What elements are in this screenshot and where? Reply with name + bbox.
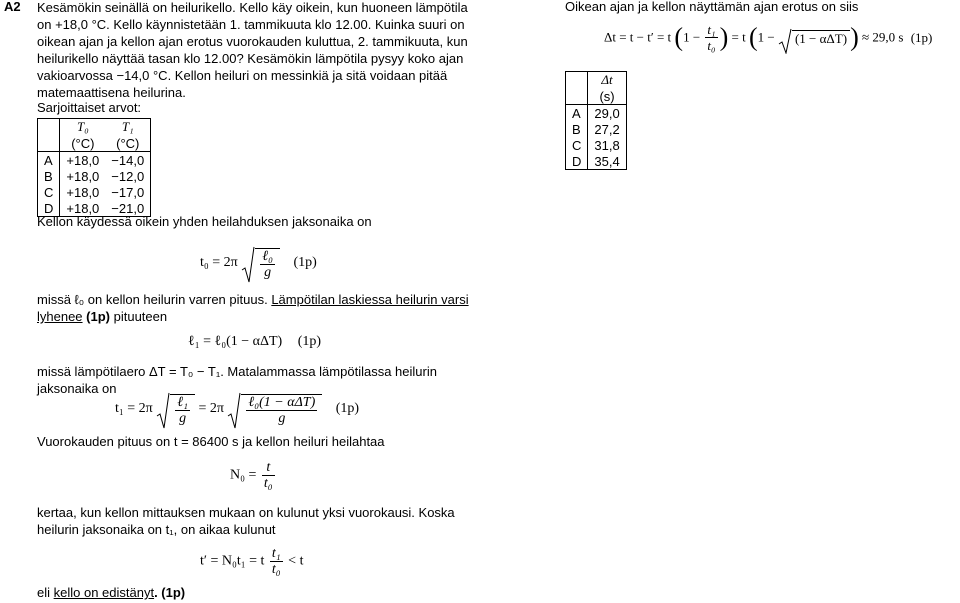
col-header-t1: T₁ — [121, 119, 134, 134]
cell-t0: +18,0 — [66, 200, 100, 216]
right-intro: Oikean ajan ja kellon näyttämän ajan erotus on siis — [565, 0, 859, 14]
formula6-den: t₀ — [707, 38, 716, 53]
formula-difference: Δt = t − t′ = t (1 − $\frac{\text{t₁}}{\text{t₀}}$ ) = t (1 − (1 − αΔT) ) ≈ 29,0 s (1p) — [604, 22, 933, 53]
row-label: C — [566, 137, 588, 153]
formula3-num2: ℓ₀(1 − αΔT) — [248, 395, 316, 410]
formula6-e: ≈ 29,0 s — [861, 29, 904, 45]
row-label: C — [38, 184, 60, 200]
row-label: A — [566, 105, 588, 122]
points-label: (1p) — [910, 29, 933, 45]
conclusion-points: . (1p) — [154, 585, 186, 600]
formula-elapsed — [200, 546, 303, 577]
intro-paragraph — [37, 0, 477, 101]
table-row — [566, 105, 627, 122]
temperature-table — [37, 118, 151, 217]
formula3-den1: g — [179, 411, 187, 426]
formula6-rad: (1 − αΔT) — [792, 30, 850, 47]
temperature-table-grid — [37, 118, 151, 217]
col-header-t0: T₀ — [76, 119, 89, 134]
times-text: kertaa, kun kellon mittauksen mukaan on kulunut yksi vuorokausi. Koska heilurin jaksonaika on t₁, on aikaa kulunut — [37, 505, 455, 537]
cold-text: missä lämpötilaero ΔT = T₀ − T₁. Matalammassa lämpötilassa heilurin jaksonaika on — [37, 364, 437, 396]
formula-period — [200, 246, 317, 280]
sqrt-symbol — [227, 392, 322, 426]
intro-text: Kesämökin seinällä on heilurikello. Kello käy oikein, kun huoneen lämpötila on +18,0 °C. Kello käynnistetään 1. tammikuuta klo 12.00. Kuinka suuri on oikean ajan ja kellon ajan erotus vuorokauden kuluttua, 2. tammikuuta, kun heilurikello näyttää tasan klo 12.00? Kesämökin lämpötila pysyy koko ajan vakioarvossa −14,0 °C. Kellon heiluri on messinkiä ja sitä voidaan pitää matemaattisena heilurina. — [37, 0, 468, 100]
table-row — [38, 168, 151, 184]
conclusion-pre: eli — [37, 585, 54, 600]
formula-length-text: ℓ₁ = ℓ₀(1 − αΔT) — [188, 334, 283, 349]
cell-t1: −12,0 — [111, 168, 145, 184]
formula3-lhs: t₁ = 2π — [115, 401, 153, 416]
formula4-den: t₀ — [263, 476, 273, 491]
col-unit-t0: (°C) — [60, 135, 105, 152]
formula3-num1: ℓ₁ — [177, 395, 188, 410]
formula5-lhs: t′ = N₀t₁ = t — [200, 553, 265, 569]
table-row — [38, 184, 151, 200]
table-row — [566, 153, 627, 170]
points-label: (1p) — [297, 334, 322, 349]
cell-dt: 29,0 — [594, 105, 620, 121]
formula-period-den: g — [264, 265, 272, 280]
cell-t1: −17,0 — [111, 184, 145, 200]
cell-dt: 31,8 — [594, 137, 620, 153]
formula-length — [188, 334, 321, 350]
formula-period-lhs: t₀ = 2π — [200, 255, 238, 270]
row-label: B — [566, 121, 588, 137]
cell-t1: −21,0 — [111, 200, 145, 216]
formula4-num: t — [262, 460, 275, 476]
row-label: D — [566, 153, 588, 170]
difference-table-grid — [565, 71, 627, 170]
cell-dt: 27,2 — [594, 121, 620, 137]
length-text-post: pituuteen — [110, 309, 168, 324]
formula-swings — [230, 460, 277, 491]
formula5-num: t₁ — [271, 546, 281, 561]
col-header-dt: Δt — [601, 72, 613, 87]
series-label: Sarjoittaiset arvot: — [37, 100, 142, 115]
sqrt-symbol — [156, 392, 195, 426]
length-text-pre: missä ℓ₀ on kellon heilurin varren pituus. — [37, 292, 272, 307]
formula3-den2: g — [278, 411, 286, 426]
col-unit-t1: (°C) — [105, 135, 150, 152]
formula6-c: = t — [731, 29, 746, 45]
cell-dt: 35,4 — [594, 153, 620, 169]
difference-table — [565, 71, 627, 170]
times-paragraph — [37, 504, 477, 538]
sqrt-symbol — [778, 28, 850, 47]
cell-t0: +18,0 — [66, 184, 100, 200]
row-label: A — [38, 152, 60, 169]
formula6-d: 1 − — [757, 29, 775, 45]
formula6-b: 1 − — [683, 29, 701, 45]
row-label: D — [38, 200, 60, 217]
conclusion — [37, 585, 185, 600]
table-row — [566, 137, 627, 153]
points-label: (1p) — [335, 401, 360, 416]
conclusion-underlined: kello on edistänyt — [53, 585, 155, 600]
table-row — [566, 121, 627, 137]
length-paragraph — [37, 291, 477, 325]
row-label: B — [38, 168, 60, 184]
cell-t1: −14,0 — [111, 152, 145, 168]
problem-number: A2 — [4, 0, 21, 14]
formula4-lhs: N₀ = — [230, 467, 257, 483]
cell-t0: +18,0 — [66, 152, 100, 168]
formula5-rhs: < t — [288, 553, 304, 569]
period-text: Kellon käydessä oikein yhden heilahduksen jaksonaika on — [37, 214, 372, 229]
day-text: Vuorokauden pituus on t = 86400 s ja kellon heiluri heilahtaa — [37, 434, 385, 449]
formula6-a: Δt = t − t′ = t — [604, 29, 672, 45]
length-points: (1p) — [82, 309, 110, 324]
formula-period-num: ℓ₀ — [262, 249, 273, 264]
formula3-eq: = 2π — [198, 401, 224, 416]
cell-t0: +18,0 — [66, 168, 100, 184]
formula6-num: t₁ — [707, 22, 716, 37]
formula-cold-period — [115, 392, 359, 426]
col-unit-dt: (s) — [588, 88, 626, 105]
points-label: (1p) — [293, 255, 317, 270]
length-text-underlined: Lämpötilan laskiessa heilurin varsi lyhenee — [37, 292, 469, 324]
table-row — [38, 152, 151, 169]
sqrt-symbol — [241, 246, 280, 280]
formula5-den: t₀ — [271, 562, 281, 577]
